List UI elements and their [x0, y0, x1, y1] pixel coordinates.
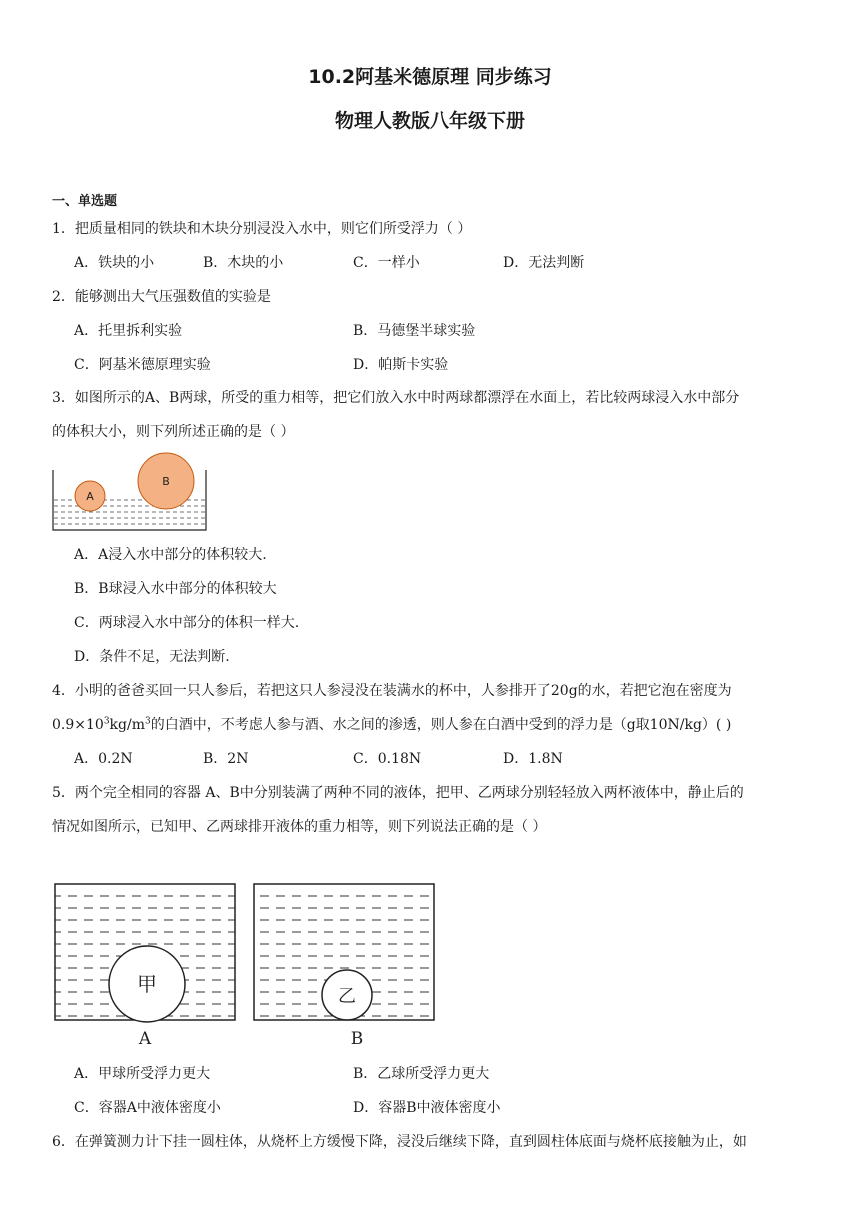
question-5-stem-line1: 5．两个完全相同的容器 A、B中分别装满了两种不同的液体，把甲、乙两球分别轻轻放入两杯液体中，静止后的 [52, 785, 744, 801]
q5-option-d: D．容器B中液体密度小 [353, 1100, 501, 1116]
question-4-stem-line2: $0.9\times 10^3kg/m^3$的白酒中，不考虑人参与酒、水之间的渗透，则人参在白酒中受到的浮力是（g取10N/kg）( ) [52, 716, 732, 733]
q1-option-c: C．一样小 [353, 255, 420, 271]
q5-option-b: B．乙球所受浮力更大 [353, 1066, 490, 1082]
q4-option-d: D．1.8N [503, 751, 563, 767]
q5-option-c: C．容器A中液体密度小 [74, 1100, 221, 1116]
q4-option-c: C．0.18N [353, 751, 422, 767]
q2-option-c: C．阿基米德原理实验 [74, 357, 211, 373]
question-1-stem: 1．把质量相同的铁块和木块分别浸没入水中，则它们所受浮力（ ） [52, 221, 472, 237]
q2-option-a: A．托里拆利实验 [74, 323, 183, 339]
q3-option-a: A．A浸入水中部分的体积较大. [74, 547, 267, 563]
container-a-label: A [138, 1029, 152, 1049]
q4-option-a: A．0.2N [74, 751, 133, 767]
section-heading: 一、单选题 [52, 194, 118, 209]
question-3-stem-line1: 3．如图所示的A、B两球，所受的重力相等，把它们放入水中时两球都漂浮在水面上，若比较两球浸入水中部分 [52, 390, 740, 406]
ball-jia-label: 甲 [137, 972, 157, 996]
question-5-stem-line2: 情况如图所示，已知甲、乙两球排开液体的重力相等，则下列说法正确的是（ ） [52, 819, 547, 835]
q3-option-d: D．条件不足，无法判断. [74, 649, 230, 665]
q1-option-b: B．木块的小 [203, 255, 284, 271]
page-title: 10.2阿基米德原理 同步练习 [308, 66, 552, 88]
page-subtitle: 物理人教版八年级下册 [334, 110, 525, 132]
ball-a-label: A [86, 490, 94, 503]
q1-option-a: A．铁块的小 [74, 255, 155, 271]
q5-option-a: A．甲球所受浮力更大 [74, 1066, 211, 1082]
q3-option-c: C．两球浸入水中部分的体积一样大. [74, 615, 300, 631]
question-6-stem: 6．在弹簧测力计下挂一圆柱体，从烧杯上方缓慢下降，浸没后继续下降，直到圆柱体底面与烧杯底接触为止，如 [52, 1134, 747, 1150]
container-b-label: B [350, 1029, 364, 1049]
ball-yi-label: 乙 [338, 986, 356, 1007]
q4-option-b: B．2N [203, 751, 249, 767]
question-3-stem-line2: 的体积大小，则下列所述正确的是（ ） [52, 424, 295, 440]
question-2-stem: 2．能够测出大气压强数值的实验是 [52, 289, 271, 305]
q2-option-b: B．马德堡半球实验 [353, 323, 476, 339]
question-4-stem-line1: 4．小明的爸爸买回一只人参后，若把这只人参浸没在装满水的杯中，人参排开了20g的水，若把它泡在密度为 [52, 683, 732, 699]
q3-option-b: B．B球浸入水中部分的体积较大 [74, 581, 277, 597]
q1-option-d: D．无法判断 [503, 255, 585, 271]
q2-option-d: D．帕斯卡实验 [353, 357, 449, 373]
ball-b-label: B [162, 475, 170, 488]
figure-floating-balls [50, 450, 210, 534]
figure-containers [50, 878, 440, 1050]
